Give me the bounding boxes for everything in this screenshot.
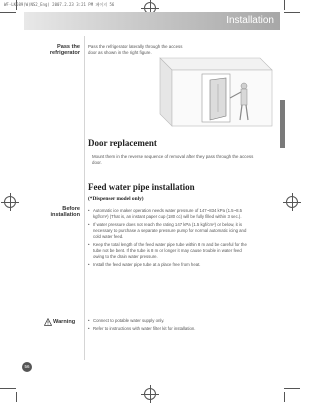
bullet-dot: • [88,262,90,267]
list-item [88,222,274,240]
bullet-dot: • [88,242,90,247]
pass-text-line2: door as shown in the right figure. [88,50,152,56]
registration-mark-right [286,196,298,208]
refrigerator-door-illustration [140,50,280,130]
bullet-dot: • [88,222,90,227]
page-number: 56 [22,362,32,372]
pass-label [24,44,80,57]
list-item [88,208,274,220]
bullet-dot: • [88,208,90,213]
bullet-text: Keep the total length of the feed water pipe tube within 8 m and be careful for the tube not be bent. If the tube is 8 m or longer it may cause trouble in water feed owing to the drain water pressure. [93,242,247,259]
list-item [88,262,274,268]
before-installation-label [24,206,80,219]
bullet-text: Automatic ice maker operation needs water pressure of 147~834 kPa (1.5~8.5 kgf/cm²) (That is, an instant paper cup (180 cc) will be fully filled within 3 sec.). [93,208,243,219]
section-tab [280,100,285,148]
before-label-line1: Before [62,206,80,212]
pass-text-line1: Pass the refrigerator laterally through the access [88,44,183,49]
trim-mark-tr-v [284,0,285,10]
header-band [24,12,280,30]
bullet-dot: • [88,326,90,331]
list-item [88,242,274,260]
column-divider [84,36,85,360]
door-text-line2: door. [92,160,102,166]
pass-text [88,44,183,56]
list-item [88,318,274,324]
bullet-text: If water pressure does not reach the rating 147 kPa (1.5 kgf/cm²) or below, it is necessary to purchase a separate pressure pump for normal automatic icing and cold water feed. [93,222,247,239]
page-title: Installation [226,15,274,26]
registration-mark-left [4,196,16,208]
pass-label-line2: refrigerator [49,50,80,57]
trim-mark-br-h [284,388,300,389]
warning-triangle-icon [44,318,52,326]
file-header: WF-LK689(W)NS2_Eng) 2007.2.23 3:21 PM 페이지 56 [4,2,115,7]
registration-mark-bottom [144,388,156,400]
before-label-line2: installation [50,212,80,219]
pass-label-line1: Pass the [56,44,80,50]
trim-mark-bl-h [0,388,16,389]
door-replacement-text [92,154,276,166]
bullet-text: Install the feed water pipe tube at a place free from heat. [93,262,201,267]
trim-mark-bl-v [16,392,17,402]
warning-label: Warning [53,319,76,325]
bullet-dot: • [88,318,90,323]
bullet-text: Connect to potable water supply only. [93,318,165,323]
list-item [88,326,274,332]
bullet-text: Refer to instructions with water filter kit for installation. [93,326,196,331]
trim-mark-tl-h [0,12,16,13]
trim-mark-tr-h [284,12,300,13]
door-replacement-heading: Door replacement [88,138,157,148]
trim-mark-br-v [284,392,285,402]
dispenser-note: (*Dispenser model only) [88,196,144,202]
warning-label-group [44,318,81,326]
door-text-line1: Mount them in the reverse sequence of removal after they pass through the access [92,154,254,159]
feed-water-heading: Feed water pipe installation [88,182,195,192]
